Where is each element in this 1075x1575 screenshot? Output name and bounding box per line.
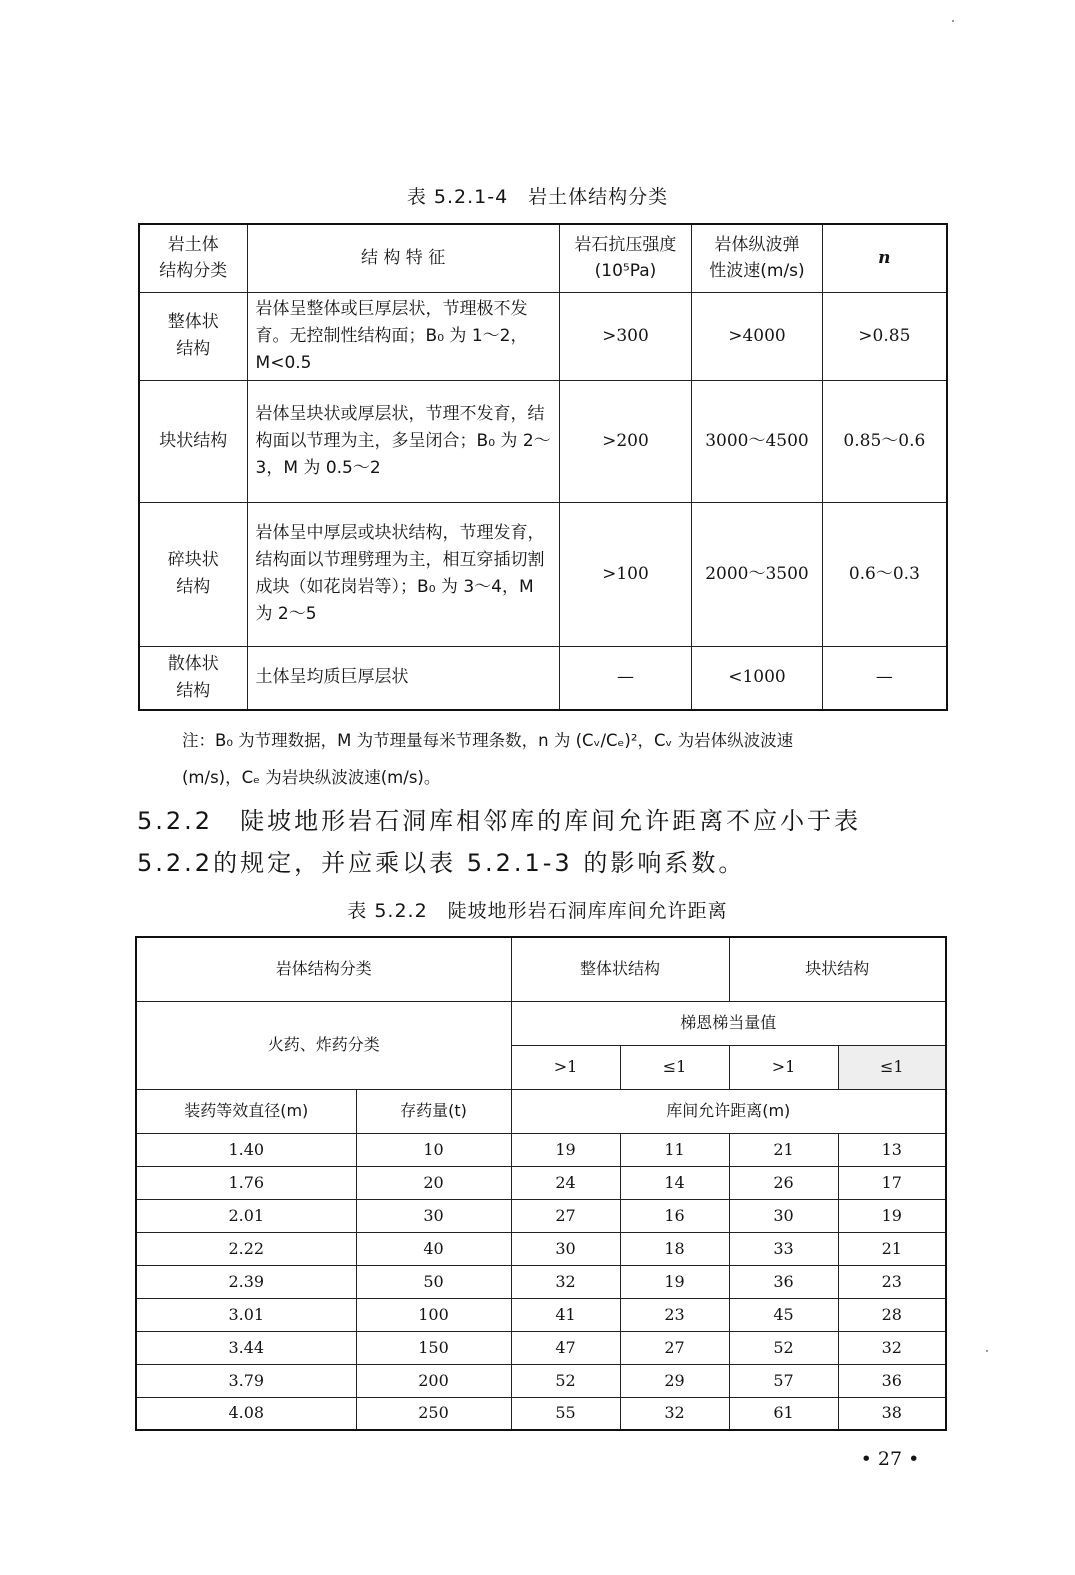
header-strength: 岩石抗压强度 (10⁵Pa) xyxy=(559,224,692,292)
row-n: >0.85 xyxy=(822,292,947,380)
table-row xyxy=(136,1199,946,1232)
cell: 10 xyxy=(356,1133,511,1166)
row-classification: 散体状 结构 xyxy=(139,646,247,710)
table-row xyxy=(136,1133,946,1166)
cell: 32 xyxy=(620,1397,729,1430)
row-feature: 土体呈均质巨厚层状 xyxy=(247,646,559,710)
tnt-value: >1 xyxy=(511,1045,620,1089)
scan-speck xyxy=(986,1350,988,1352)
table1-note: 注：B₀ 为节理数据，M 为节理量每米节理条数，n 为 (Cᵥ/Cₑ)²，Cᵥ 为岩体纵波波速 xyxy=(182,731,794,750)
cell: 4.08 xyxy=(136,1397,356,1430)
cell: 21 xyxy=(729,1133,838,1166)
cell: 26 xyxy=(729,1166,838,1199)
row-feature: 岩体呈中厚层或块状结构，节理发育，结构面以节理劈理为主，相互穿插切割成块（如花岗岩等）；B₀ 为 3～4，M 为 2～5 xyxy=(247,502,559,646)
table-row xyxy=(139,292,947,380)
header-rock-classification: 岩体结构分类 xyxy=(136,937,511,1001)
cell: 38 xyxy=(838,1397,946,1430)
cell: 3.01 xyxy=(136,1298,356,1331)
row-wave: <1000 xyxy=(692,646,822,710)
table2-caption: 表 5.2.2 陡坡地形岩石洞库库间允许距离 xyxy=(347,900,728,922)
table-header-row xyxy=(136,1001,946,1045)
header-tnt-equivalent: 梯恩梯当量值 xyxy=(511,1001,946,1045)
cell: 52 xyxy=(511,1364,620,1397)
cell: 40 xyxy=(356,1232,511,1265)
table-header-row xyxy=(139,224,947,292)
cell: 23 xyxy=(620,1298,729,1331)
row-classification: 整体状 结构 xyxy=(139,292,247,380)
row-n: 0.85～0.6 xyxy=(822,380,947,502)
header-wave: 岩体纵波弹 性波速(m/s) xyxy=(692,224,822,292)
cell: 52 xyxy=(729,1331,838,1364)
cell: 57 xyxy=(729,1364,838,1397)
cell: 30 xyxy=(356,1199,511,1232)
header-classification: 岩土体 结构分类 xyxy=(139,224,247,292)
table-row xyxy=(139,502,947,646)
cell: 32 xyxy=(511,1265,620,1298)
cell: 50 xyxy=(356,1265,511,1298)
cell: 16 xyxy=(620,1199,729,1232)
cell: 3.79 xyxy=(136,1364,356,1397)
cell: 41 xyxy=(511,1298,620,1331)
header-block-structure: 块状结构 xyxy=(729,937,946,1001)
table-row xyxy=(136,1331,946,1364)
cell: 1.76 xyxy=(136,1166,356,1199)
cell: 61 xyxy=(729,1397,838,1430)
distance-table xyxy=(135,936,947,1431)
cell: 200 xyxy=(356,1364,511,1397)
cell: 20 xyxy=(356,1166,511,1199)
row-strength: >100 xyxy=(559,502,692,646)
cell: 27 xyxy=(511,1199,620,1232)
cell: 18 xyxy=(620,1232,729,1265)
cell: 3.44 xyxy=(136,1331,356,1364)
cell: 17 xyxy=(838,1166,946,1199)
row-strength: >200 xyxy=(559,380,692,502)
rock-structure-table xyxy=(138,223,948,711)
header-amount: 存药量(t) xyxy=(356,1089,511,1133)
cell: 33 xyxy=(729,1232,838,1265)
header-diameter: 装药等效直径(m) xyxy=(136,1089,356,1133)
clause-line-1: 5.2.2 陡坡地形岩石洞库相邻库的库间允许距离不应小于表 xyxy=(137,807,862,835)
row-n: — xyxy=(822,646,947,710)
cell: 30 xyxy=(729,1199,838,1232)
cell: 100 xyxy=(356,1298,511,1331)
cell: 30 xyxy=(511,1232,620,1265)
row-n: 0.6～0.3 xyxy=(822,502,947,646)
tnt-value: ≤1 xyxy=(620,1045,729,1089)
header-distance: 库间允许距离(m) xyxy=(511,1089,946,1133)
cell: 55 xyxy=(511,1397,620,1430)
cell: 29 xyxy=(620,1364,729,1397)
table-row xyxy=(139,646,947,710)
table1-caption: 表 5.2.1-4 岩土体结构分类 xyxy=(406,186,669,208)
table-row xyxy=(136,1364,946,1397)
row-strength: >300 xyxy=(559,292,692,380)
cell: 250 xyxy=(356,1397,511,1430)
cell: 19 xyxy=(838,1199,946,1232)
cell: 32 xyxy=(838,1331,946,1364)
tnt-value: ≤1 xyxy=(838,1045,946,1089)
cell: 28 xyxy=(838,1298,946,1331)
cell: 19 xyxy=(620,1265,729,1298)
cell: 21 xyxy=(838,1232,946,1265)
table-row xyxy=(136,1298,946,1331)
row-wave: >4000 xyxy=(692,292,822,380)
cell: 23 xyxy=(838,1265,946,1298)
cell: 1.40 xyxy=(136,1133,356,1166)
page-number: • 27 • xyxy=(860,1448,920,1470)
row-feature: 岩体呈块状或厚层状，节理不发育，结构面以节理为主，多呈闭合；B₀ 为 2～3，M 为 0.5～2 xyxy=(247,380,559,502)
header-whole-structure: 整体状结构 xyxy=(511,937,729,1001)
row-classification: 碎块状 结构 xyxy=(139,502,247,646)
header-feature: 结 构 特 征 xyxy=(247,224,559,292)
table-row xyxy=(136,1166,946,1199)
row-feature: 岩体呈整体或巨厚层状，节理极不发育。无控制性结构面；B₀ 为 1～2，M<0.5 xyxy=(247,292,559,380)
tnt-value: >1 xyxy=(729,1045,838,1089)
cell: 2.39 xyxy=(136,1265,356,1298)
cell: 19 xyxy=(511,1133,620,1166)
row-wave: 3000～4500 xyxy=(692,380,822,502)
cell: 36 xyxy=(729,1265,838,1298)
row-strength: — xyxy=(559,646,692,710)
cell: 27 xyxy=(620,1331,729,1364)
cell: 36 xyxy=(838,1364,946,1397)
scan-speck xyxy=(952,20,954,22)
cell: 11 xyxy=(620,1133,729,1166)
table-header-row xyxy=(136,1089,946,1133)
cell: 47 xyxy=(511,1331,620,1364)
row-classification: 块状结构 xyxy=(139,380,247,502)
row-wave: 2000～3500 xyxy=(692,502,822,646)
header-n: n xyxy=(822,224,947,292)
cell: 14 xyxy=(620,1166,729,1199)
table-row xyxy=(136,1265,946,1298)
clause-line-2: 5.2.2的规定，并应乘以表 5.2.1-3 的影响系数。 xyxy=(137,849,746,877)
table1-note-line2: (m/s)，Cₑ 为岩块纵波波速(m/s)。 xyxy=(182,768,441,787)
cell: 45 xyxy=(729,1298,838,1331)
table-row xyxy=(139,380,947,502)
table-header-row xyxy=(136,937,946,1001)
cell: 2.22 xyxy=(136,1232,356,1265)
table-row xyxy=(136,1232,946,1265)
cell: 150 xyxy=(356,1331,511,1364)
table-row xyxy=(136,1397,946,1430)
cell: 2.01 xyxy=(136,1199,356,1232)
cell: 13 xyxy=(838,1133,946,1166)
header-explosive-classification: 火药、炸药分类 xyxy=(136,1001,511,1089)
cell: 24 xyxy=(511,1166,620,1199)
